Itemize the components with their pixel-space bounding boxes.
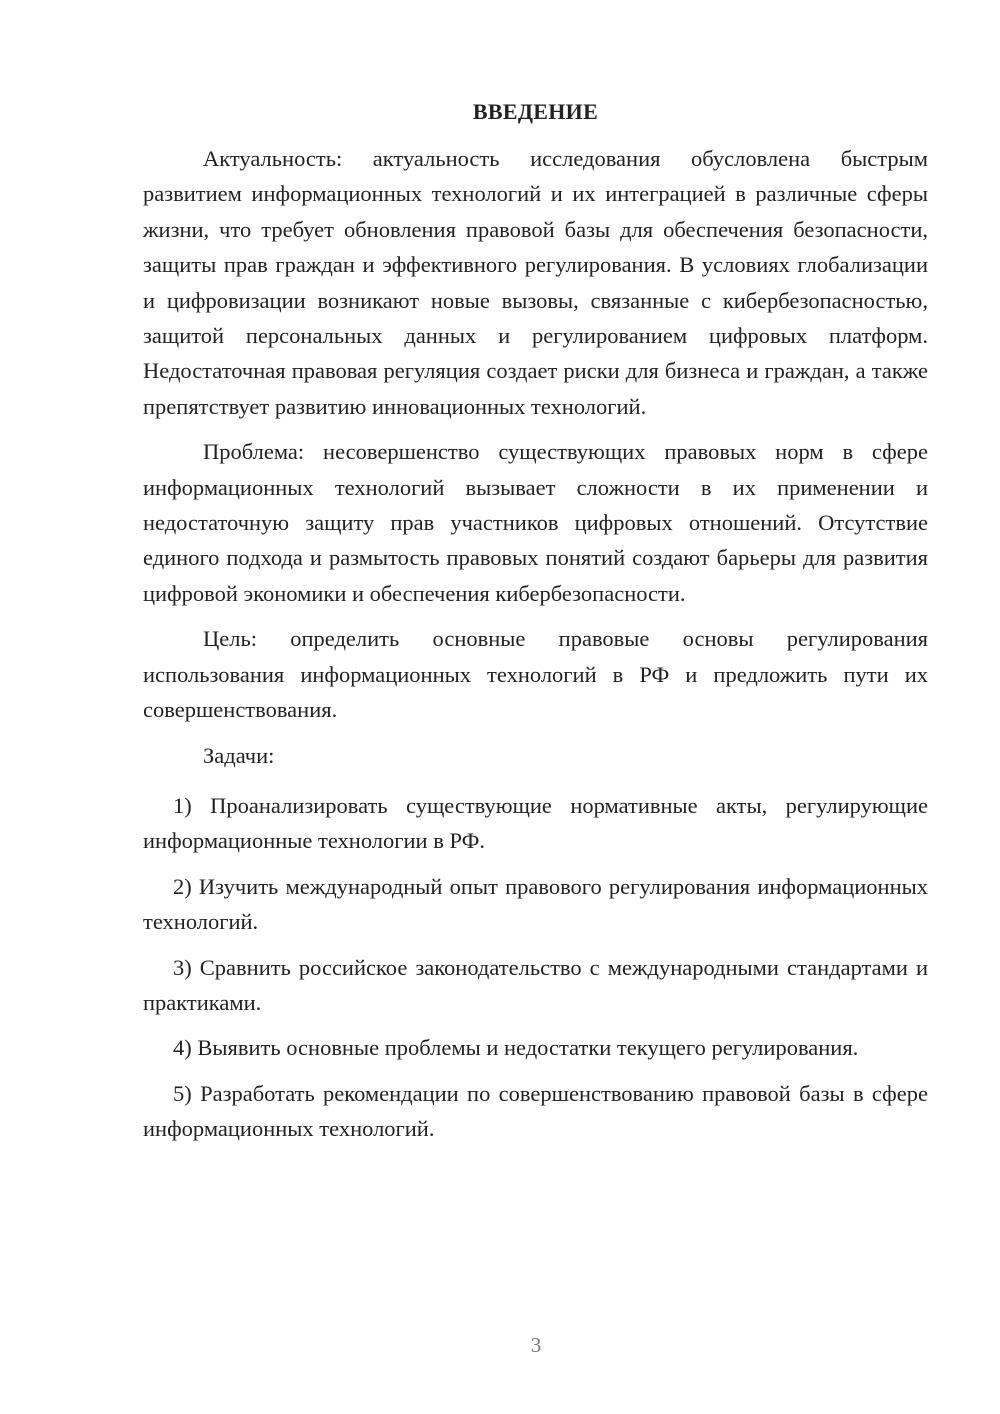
task-item-3: 3) Сравнить российское законодательство с международными стандартами и практиками. bbox=[143, 954, 928, 1015]
paragraph-problem: Проблема: несовершенство существующих правовых норм в сфере информационных технологий вызывает сложности в их применении и недостаточную защиту прав участников цифровых отношений. Отсутствие единого подхода и размытость правовых понятий создают барьеры для развития цифровой экономики и обеспечения кибербезопасности. bbox=[143, 439, 928, 606]
paragraph-goal: Цель: определить основные правовые основы регулирования использования информационных технологий в РФ и предложить пути их совершенствования. bbox=[143, 626, 928, 723]
task-item-2: 2) Изучить международный опыт правового регулирования информационных технологий. bbox=[143, 873, 928, 935]
tasks-label: Задачи: bbox=[203, 742, 275, 768]
task-item-5: 5) Разработать рекомендации по совершенствованию правовой базы в сфере информационных технологий. bbox=[143, 1080, 928, 1142]
paragraph-relevance: Актуальность: актуальность исследования обусловлена быстрым развитием информационных технологий и их интеграцией в различные сферы жизни, что требует обновления правовой базы для обеспечения безопасности, защиты прав граждан и эффективного регулирования. В условиях глобализации и цифровизации возникают новые вызовы, связанные с кибербезопасностью, защитой персональных данных и регулированием цифровых платформ. Недостаточная правовая регуляция создает риски для бизнеса и граждан, а также препятствует развитию инновационных технологий. bbox=[143, 146, 928, 419]
page-number: 3 bbox=[530, 1333, 542, 1357]
page-heading: ВВЕДЕНИЕ bbox=[472, 99, 599, 124]
task-item-4: 4) Выявить основные проблемы и недостатки текущего регулирования. bbox=[173, 1035, 859, 1061]
task-item-1: 1) Проанализировать существующие нормативные акты, регулирующие информационные технологии в РФ. bbox=[143, 792, 928, 854]
document-body bbox=[143, 141, 928, 1157]
